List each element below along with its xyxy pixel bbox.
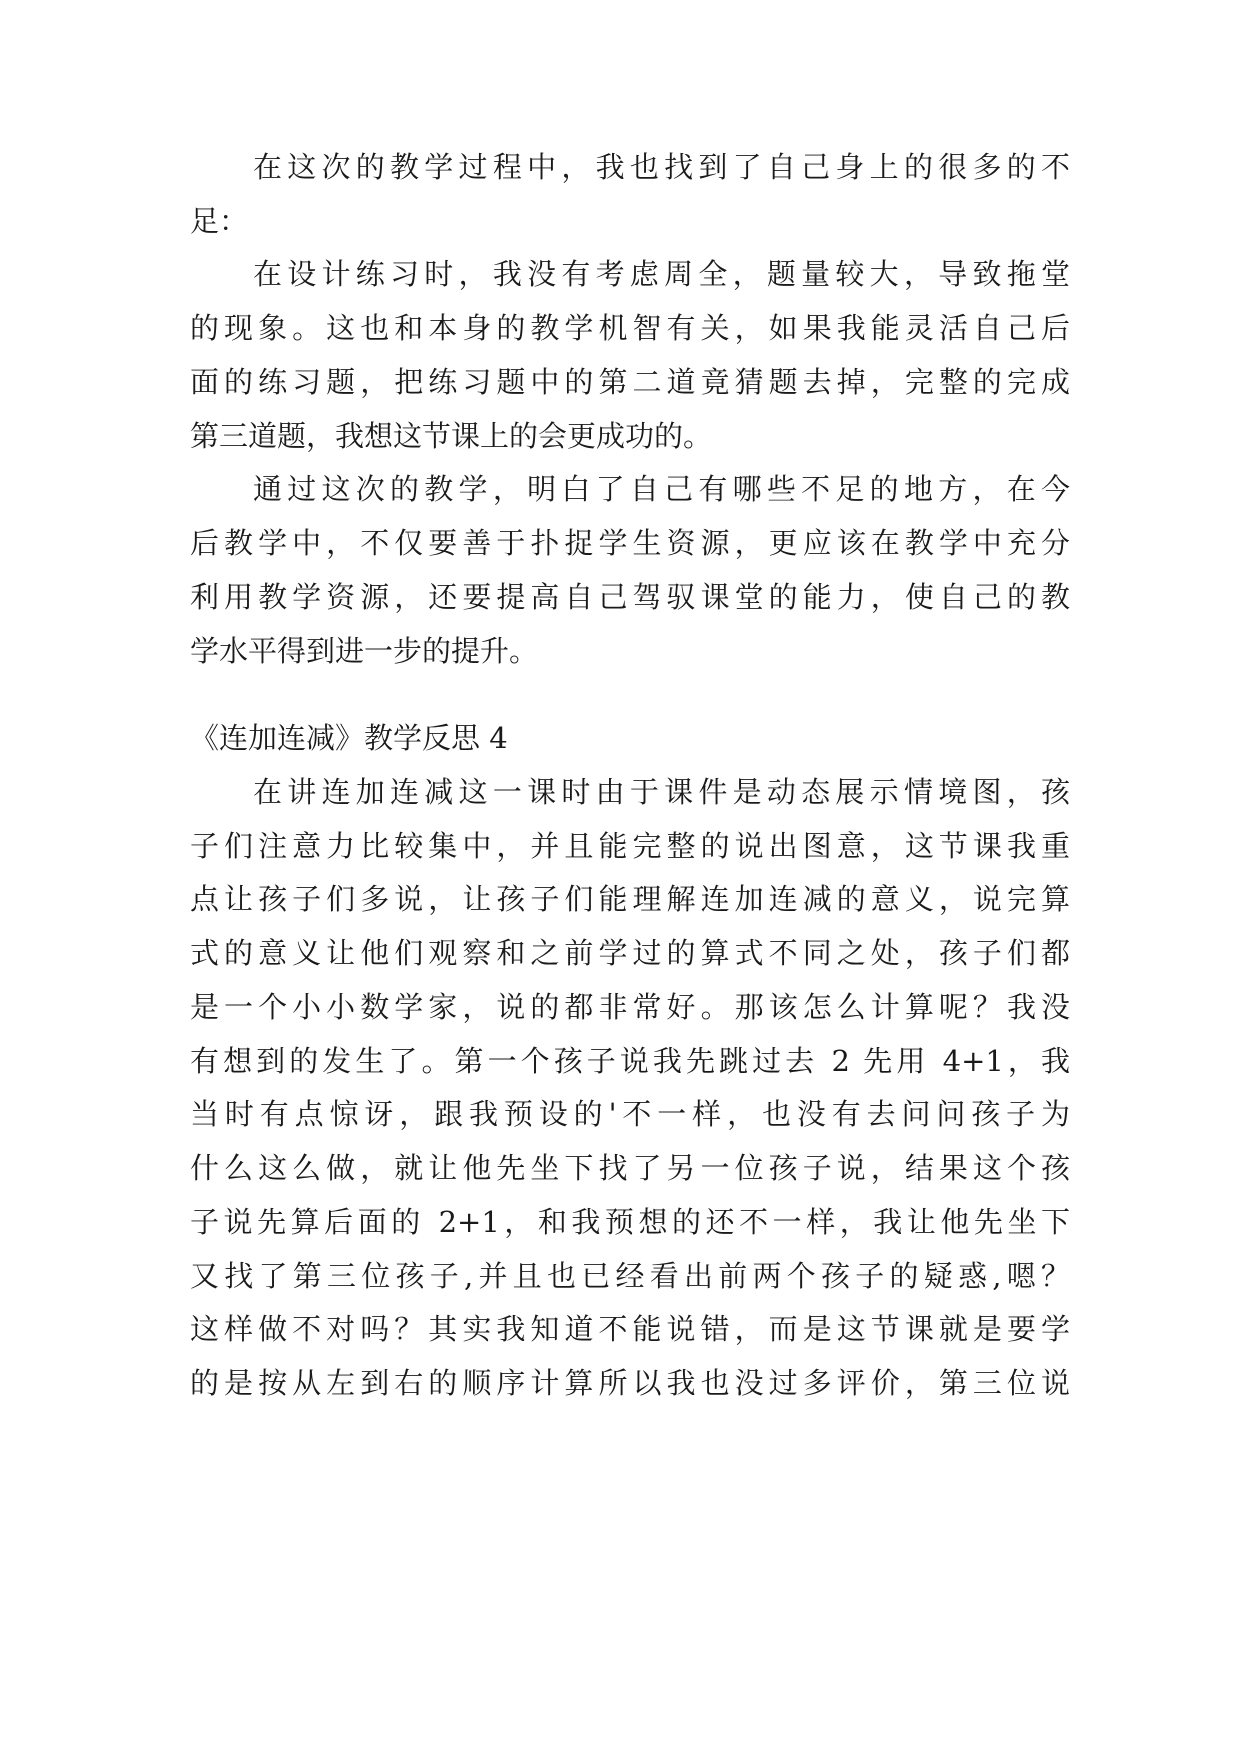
paragraph-4-line-8: 什么这么做，就让他先坐下找了另一位孩子说，结果这个孩 (190, 1151, 1070, 1185)
paragraph-2-line-2: 的现象。这也和本身的教学机智有关，如果我能灵活自己后 (190, 311, 1070, 345)
paragraph-4-line-3: 点让孩子们多说，让孩子们能理解连加连减的意义，说完算 (190, 882, 1070, 916)
paragraph-3-line-1: 通过这次的教学，明白了自己有哪些不足的地方，在今 (253, 472, 1070, 506)
paragraph-4-line-1: 在讲连加连减这一课时由于课件是动态展示情境图，孩 (253, 775, 1070, 809)
paragraph-3-line-4: 学水平得到进一步的提升。 (190, 634, 539, 668)
paragraph-4-line-2: 子们注意力比较集中，并且能完整的说出图意，这节课我重 (190, 829, 1070, 863)
paragraph-1-line-2: 足： (190, 204, 249, 238)
paragraph-1-line-1: 在这次的教学过程中，我也找到了自己身上的很多的不 (253, 150, 1070, 184)
paragraph-4-line-12: 的是按从左到右的顺序计算所以我也没过多评价，第三位说 (190, 1366, 1070, 1400)
paragraph-4-line-6: 有想到的发生了。第一个孩子说我先跳过去 2 先用 4+1，我 (190, 1044, 1070, 1078)
paragraph-3-line-3: 利用教学资源，还要提高自己驾驭课堂的能力，使自己的教 (190, 580, 1070, 614)
paragraph-4-line-9: 子说先算后面的 2+1，和我预想的还不一样，我让他先坐下 (190, 1205, 1070, 1239)
section-heading: 《连加连减》教学反思 4 (190, 721, 508, 755)
paragraph-2-line-4: 第三道题，我想这节课上的会更成功的。 (190, 419, 713, 453)
paragraph-4-line-11: 这样做不对吗？其实我知道不能说错，而是这节课就是要学 (190, 1312, 1070, 1346)
paragraph-4-line-10: 又找了第三位孩子,并且也已经看出前两个孩子的疑惑,嗯？ (190, 1259, 1070, 1293)
paragraph-2-line-1: 在设计练习时，我没有考虑周全，题量较大，导致拖堂 (253, 257, 1070, 291)
paragraph-4-line-7: 当时有点惊讶，跟我预设的'不一样，也没有去问问孩子为 (190, 1097, 1070, 1131)
paragraph-4-line-5: 是一个小小数学家，说的都非常好。那该怎么计算呢？我没 (190, 990, 1070, 1024)
paragraph-4-line-4: 式的意义让他们观察和之前学过的算式不同之处，孩子们都 (190, 936, 1070, 970)
paragraph-3-line-2: 后教学中，不仅要善于扑捉学生资源，更应该在教学中充分 (190, 526, 1070, 560)
paragraph-2-line-3: 面的练习题，把练习题中的第二道竟猜题去掉，完整的完成 (190, 365, 1070, 399)
